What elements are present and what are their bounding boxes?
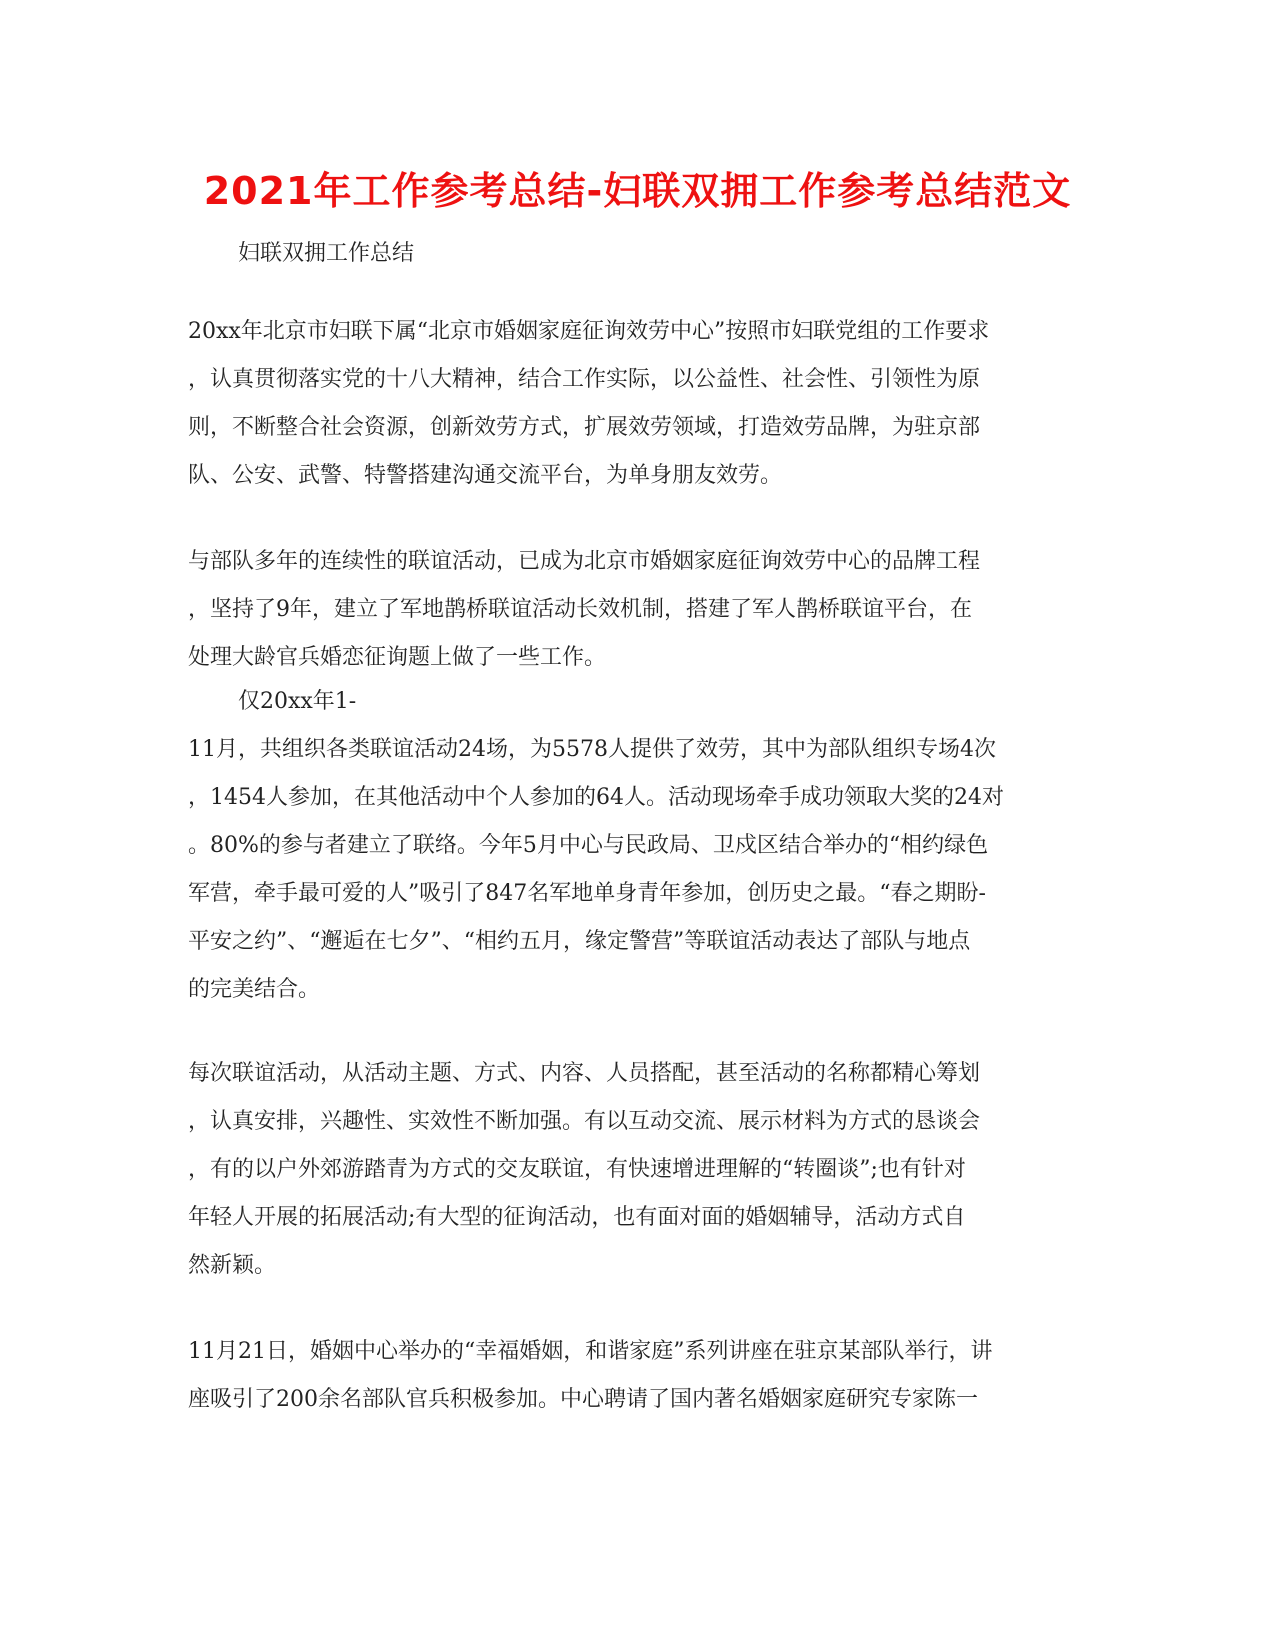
paragraph-5: [188, 1328, 1078, 1424]
paragraph-line: ，1454人参加，在其他活动中个人参加的64人。活动现场牵手成功领取大奖的24对: [188, 785, 1004, 810]
paragraph-line: ，认真贯彻落实党的十八大精神，结合工作实际，以公益性、社会性、引领性为原: [188, 367, 981, 392]
paragraph-4: [188, 1050, 1078, 1290]
paragraph-3: [188, 678, 1078, 1014]
paragraph-line: 座吸引了200余名部队官兵积极参加。中心聘请了国内著名婚姻家庭研究专家陈一: [188, 1387, 978, 1412]
paragraph-line: 平安之约”、“邂逅在七夕”、“相约五月，缘定警营”等联谊活动表达了部队与地点: [188, 929, 971, 954]
paragraph-line: 则，不断整合社会资源，创新效劳方式，扩展效劳领域，打造效劳品牌，为驻京部: [188, 415, 981, 440]
paragraph-line: 11月，共组织各类联谊活动24场，为5578人提供了效劳，其中为部队组织专场4次: [188, 737, 996, 762]
paragraph-line: 每次联谊活动，从活动主题、方式、内容、人员搭配，甚至活动的名称都精心筹划: [188, 1061, 981, 1086]
paragraph-line: 年轻人开展的拓展活动;有大型的征询活动，也有面对面的婚姻辅导，活动方式自: [188, 1205, 966, 1230]
paragraph-line: 。80%的参与者建立了联络。今年5月中心与民政局、卫戍区结合举办的“相约绿色: [188, 833, 989, 858]
paragraph-line: 然新颖。: [188, 1253, 277, 1278]
paragraph-line: 的完美结合。: [188, 977, 321, 1002]
paragraph-1: [188, 308, 1078, 500]
paragraph-line: 军营，牵手最可爱的人”吸引了847名军地单身青年参加，创历史之最。“春之期盼-: [188, 881, 986, 906]
paragraph-2: [188, 538, 1078, 682]
document-title: 2021年工作参考总结-妇联双拥工作参考总结范文: [203, 169, 1072, 213]
paragraph-line: 与部队多年的连续性的联谊活动，已成为北京市婚姻家庭征询效劳中心的品牌工程: [188, 549, 981, 574]
paragraph-line: 仅20xx年1-: [238, 689, 357, 714]
document-subtitle: 妇联双拥工作总结: [238, 241, 415, 266]
paragraph-line: ，认真安排，兴趣性、实效性不断加强。有以互动交流、展示材料为方式的恳谈会: [188, 1109, 981, 1134]
paragraph-line: ，有的以户外郊游踏青为方式的交友联谊，有快速增进理解的“转圈谈”;也有针对: [188, 1157, 966, 1182]
paragraph-line: 11月21日，婚姻中心举办的“幸福婚姻，和谐家庭”系列讲座在驻京某部队举行，讲: [188, 1339, 993, 1364]
paragraph-line: 处理大龄官兵婚恋征询题上做了一些工作。: [188, 645, 607, 670]
paragraph-line: 20xx年北京市妇联下属“北京市婚姻家庭征询效劳中心”按照市妇联党组的工作要求: [188, 319, 990, 344]
paragraph-line: ，坚持了9年，建立了军地鹊桥联谊活动长效机制，搭建了军人鹊桥联谊平台，在: [188, 597, 972, 622]
paragraph-line: 队、公安、武警、特警搭建沟通交流平台，为单身朋友效劳。: [188, 463, 783, 488]
